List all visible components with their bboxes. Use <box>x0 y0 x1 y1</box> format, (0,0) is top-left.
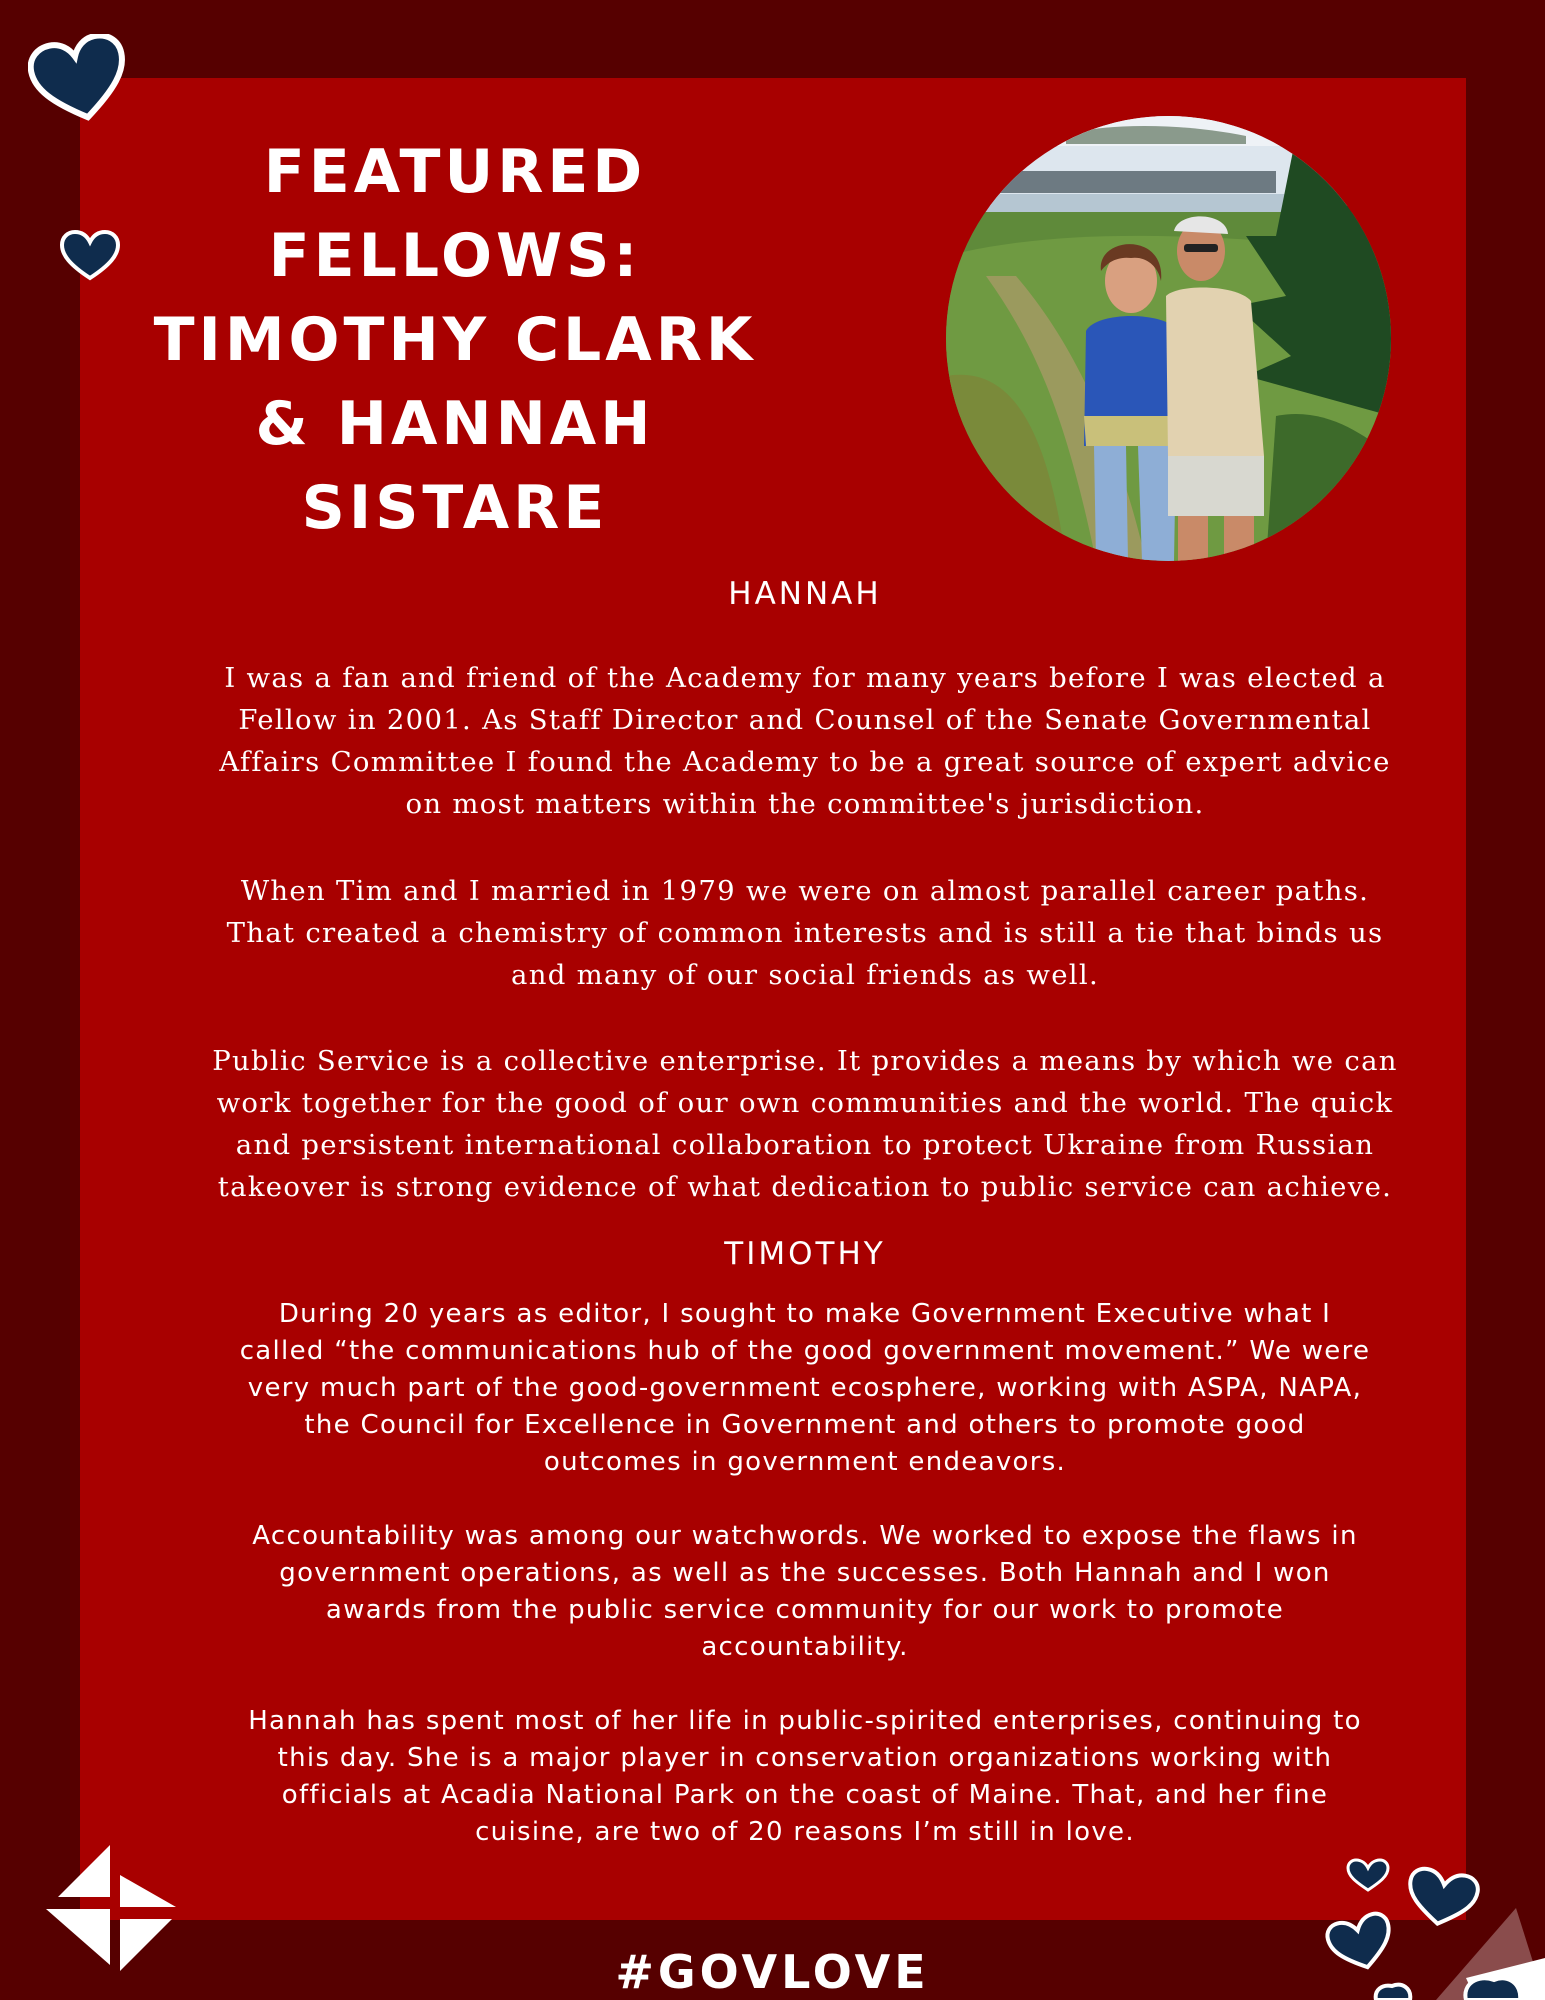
text-line: takeover is strong evidence of what dedication to public service can achieve. <box>217 1171 1393 1203</box>
text-line: Accountability was among our watchwords. We worked to expose the flaws in <box>252 1521 1358 1551</box>
hannah-paragraph <box>170 1040 1440 1208</box>
hannah-paragraph <box>170 870 1440 996</box>
text-line: officials at Acadia National Park on the coast of Maine. That, and her fine <box>281 1780 1329 1810</box>
heart-icon <box>1316 1858 1545 2000</box>
text-line: cuisine, are two of 20 reasons I’m still in love. <box>475 1817 1135 1847</box>
timothy-paragraph <box>170 1296 1440 1481</box>
text-line: Fellow in 2001. As Staff Director and Counsel of the Senate Governmental <box>238 704 1372 736</box>
text-line: government operations, as well as the successes. Both Hannah and I won <box>279 1558 1331 1588</box>
text-line: That created a chemistry of common interests and is still a tie that binds us <box>226 917 1384 949</box>
text-line: During 20 years as editor, I sought to make Government Executive what I <box>278 1299 1332 1329</box>
text-line: Hannah has spent most of her life in public-spirited enterprises, continuing to <box>248 1706 1362 1736</box>
logo-icon <box>46 1845 182 1971</box>
heart-icon <box>28 34 132 126</box>
text-line: Affairs Committee I found the Academy to be a great source of expert advice <box>219 746 1391 778</box>
text-line: on most matters within the committee's jurisdiction. <box>405 788 1205 820</box>
hannah-paragraph <box>170 657 1440 825</box>
text-line: awards from the public service community for our work to promote <box>325 1595 1285 1625</box>
text-line: When Tim and I married in 1979 we were on almost parallel career paths. <box>240 875 1370 907</box>
heart-icon <box>58 228 122 284</box>
page-title <box>120 130 790 550</box>
text-line: called “the communications hub of the good government movement.” We were <box>239 1336 1371 1366</box>
footer-hashtag: #GOVLOVE <box>615 1945 930 1999</box>
text-line: this day. She is a major player in conservation organizations working with <box>277 1743 1333 1773</box>
text-line: Public Service is a collective enterprise. It provides a means by which we can <box>212 1045 1398 1077</box>
text-line: outcomes in government endeavors. <box>543 1447 1067 1477</box>
couple-photo <box>946 116 1391 561</box>
title-line: FEATURED <box>263 137 647 207</box>
title-line: SISTARE <box>301 473 609 543</box>
title-line: TIMOTHY CLARK <box>153 305 757 375</box>
text-line: very much part of the good-government ecosphere, working with ASPA, NAPA, <box>247 1373 1363 1403</box>
text-line: accountability. <box>701 1632 909 1662</box>
text-line: I was a fan and friend of the Academy for many years before I was elected a <box>224 662 1386 694</box>
text-line: work together for the good of our own communities and the world. The quick <box>216 1087 1394 1119</box>
text-line: and many of our social friends as well. <box>511 959 1099 991</box>
text-line: and persistent international collaboration to protect Ukraine from Russian <box>235 1129 1375 1161</box>
text-line: the Council for Excellence in Government and others to promote good <box>304 1410 1306 1440</box>
title-line: FELLOWS: <box>268 221 642 291</box>
timothy-paragraph <box>170 1703 1440 1851</box>
section-heading-hannah: HANNAH <box>728 576 882 612</box>
title-line: & HANNAH <box>255 389 655 459</box>
section-heading-timothy: TIMOTHY <box>724 1236 886 1272</box>
timothy-paragraph <box>170 1518 1440 1666</box>
